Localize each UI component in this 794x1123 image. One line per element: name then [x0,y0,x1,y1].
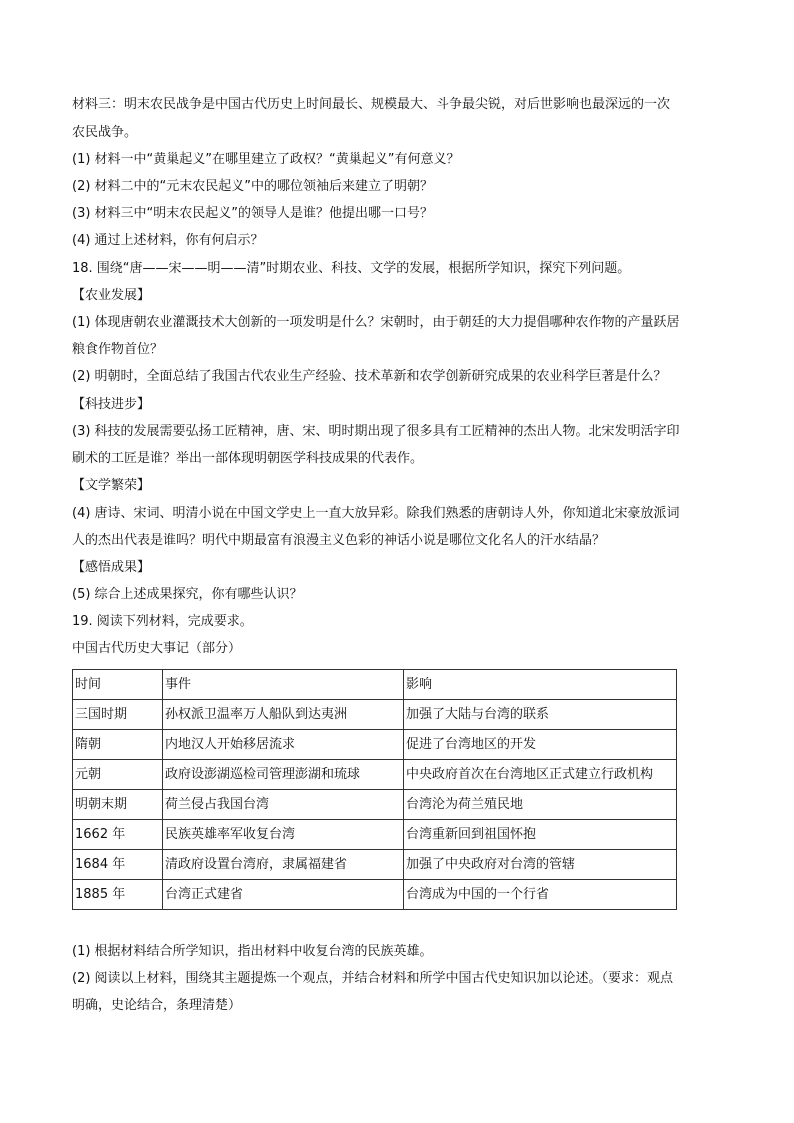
q17-sub1: (1) 材料一中“黄巢起义”在哪里建立了政权？“黄巢起义”有何意义？ [72,152,460,167]
cell-time: 隋朝 [73,730,163,760]
cell-event: 台湾正式建省 [163,880,404,910]
cell-time: 三国时期 [73,700,163,730]
table-header-row [73,670,677,700]
q19-table-title: 中国古代历史大事记（部分） [72,641,242,656]
cell-impact: 加强了大陆与台湾的联系 [404,700,677,730]
q18-sub3-line1: (3) 科技的发展需要弘扬工匠精神，唐、宋、明时期出现了很多具有工匠精神的杰出人物。北宋发明活字印 [72,424,680,439]
q18-sub4-line1: (4) 唐诗、宋词、明清小说在中国文学史上一直大放异彩。除我们熟悉的唐朝诗人外，你知道北宋豪放派词 [72,506,680,521]
header-event: 事件 [163,670,404,700]
q17-sub2: (2) 材料二中的“元末农民起义”中的哪位领袖后来建立了明朝？ [72,179,434,194]
q18-sub5: (5) 综合上述成果探究，你有哪些认识？ [72,587,303,602]
table-row [73,790,677,820]
history-events-table [72,669,677,910]
q18-sub4-line2: 人的杰出代表是谁吗？明代中期最富有浪漫主义色彩的神话小说是哪位文化名人的汗水结晶？ [72,533,606,548]
material3-line2: 农民战争。 [72,125,138,140]
q18-sub1-line2: 粮食作物首位？ [72,342,164,357]
cell-event: 内地汉人开始移居流求 [163,730,404,760]
q18-section-agriculture: 【农业发展】 [72,288,151,303]
q18-stem: 18. 围绕“唐——宋——明——清”时期农业、科技、文学的发展，根据所学知识，探究下列问题。 [72,261,631,276]
cell-event: 清政府设置台湾府，隶属福建省 [163,850,404,880]
cell-impact: 中央政府首次在台湾地区正式建立行政机构 [404,760,677,790]
q19-sub1: (1) 根据材料结合所学知识，指出材料中收复台湾的民族英雄。 [72,944,433,959]
q19-sub2-line2: 明确，史论结合，条理清楚） [72,998,242,1013]
cell-event: 政府设澎湖巡检司管理澎湖和琉球 [163,760,404,790]
cell-impact: 台湾沦为荷兰殖民地 [404,790,677,820]
cell-time: 1662 年 [73,820,163,850]
q18-sub1-line1: (1) 体现唐朝农业灌溉技术大创新的一项发明是什么？宋朝时，由于朝廷的大力提倡哪种农作物的产量跃居 [72,315,680,330]
cell-time: 明朝末期 [73,790,163,820]
header-impact: 影响 [404,670,677,700]
q18-section-literature: 【文学繁荣】 [72,478,151,493]
cell-impact: 促进了台湾地区的开发 [404,730,677,760]
cell-time: 1885 年 [73,880,163,910]
q17-sub3: (3) 材料三中“明末农民起义”的领导人是谁？他提出哪一口号？ [72,206,434,221]
q19-sub2-line1: (2) 阅读以上材料，围绕其主题提炼一个观点，并结合材料和所学中国古代史知识加以论述。（要求：观点 [72,971,674,986]
cell-time: 1684 年 [73,850,163,880]
q18-section-reflection: 【感悟成果】 [72,560,151,575]
cell-event: 孙权派卫温率万人船队到达夷洲 [163,700,404,730]
cell-impact: 加强了中央政府对台湾的管辖 [404,850,677,880]
q19-stem: 19. 阅读下列材料，完成要求。 [72,614,253,629]
table-row [73,700,677,730]
table-row [73,730,677,760]
q17-sub4: (4) 通过上述材料，你有何启示？ [72,233,264,248]
q18-sub2: (2) 明朝时，全面总结了我国古代农业生产经验、技术革新和农学创新研究成果的农业科学巨著是什么？ [72,369,667,384]
q18-sub3-line2: 刷术的工匠是谁？举出一部体现明朝医学科技成果的代表作。 [72,451,424,466]
material3-line1: 材料三：明末农民战争是中国古代历史上时间最长、规模最大、斗争最尖锐，对后世影响也最深远的一次 [72,97,671,112]
table-row [73,850,677,880]
cell-impact: 台湾重新回到祖国怀抱 [404,820,677,850]
cell-impact: 台湾成为中国的一个行省 [404,880,677,910]
cell-event: 民族英雄率军收复台湾 [163,820,404,850]
cell-time: 元朝 [73,760,163,790]
q18-section-technology: 【科技进步】 [72,397,151,412]
table-row [73,760,677,790]
table-row [73,880,677,910]
cell-event: 荷兰侵占我国台湾 [163,790,404,820]
table-row [73,820,677,850]
header-time: 时间 [73,670,163,700]
